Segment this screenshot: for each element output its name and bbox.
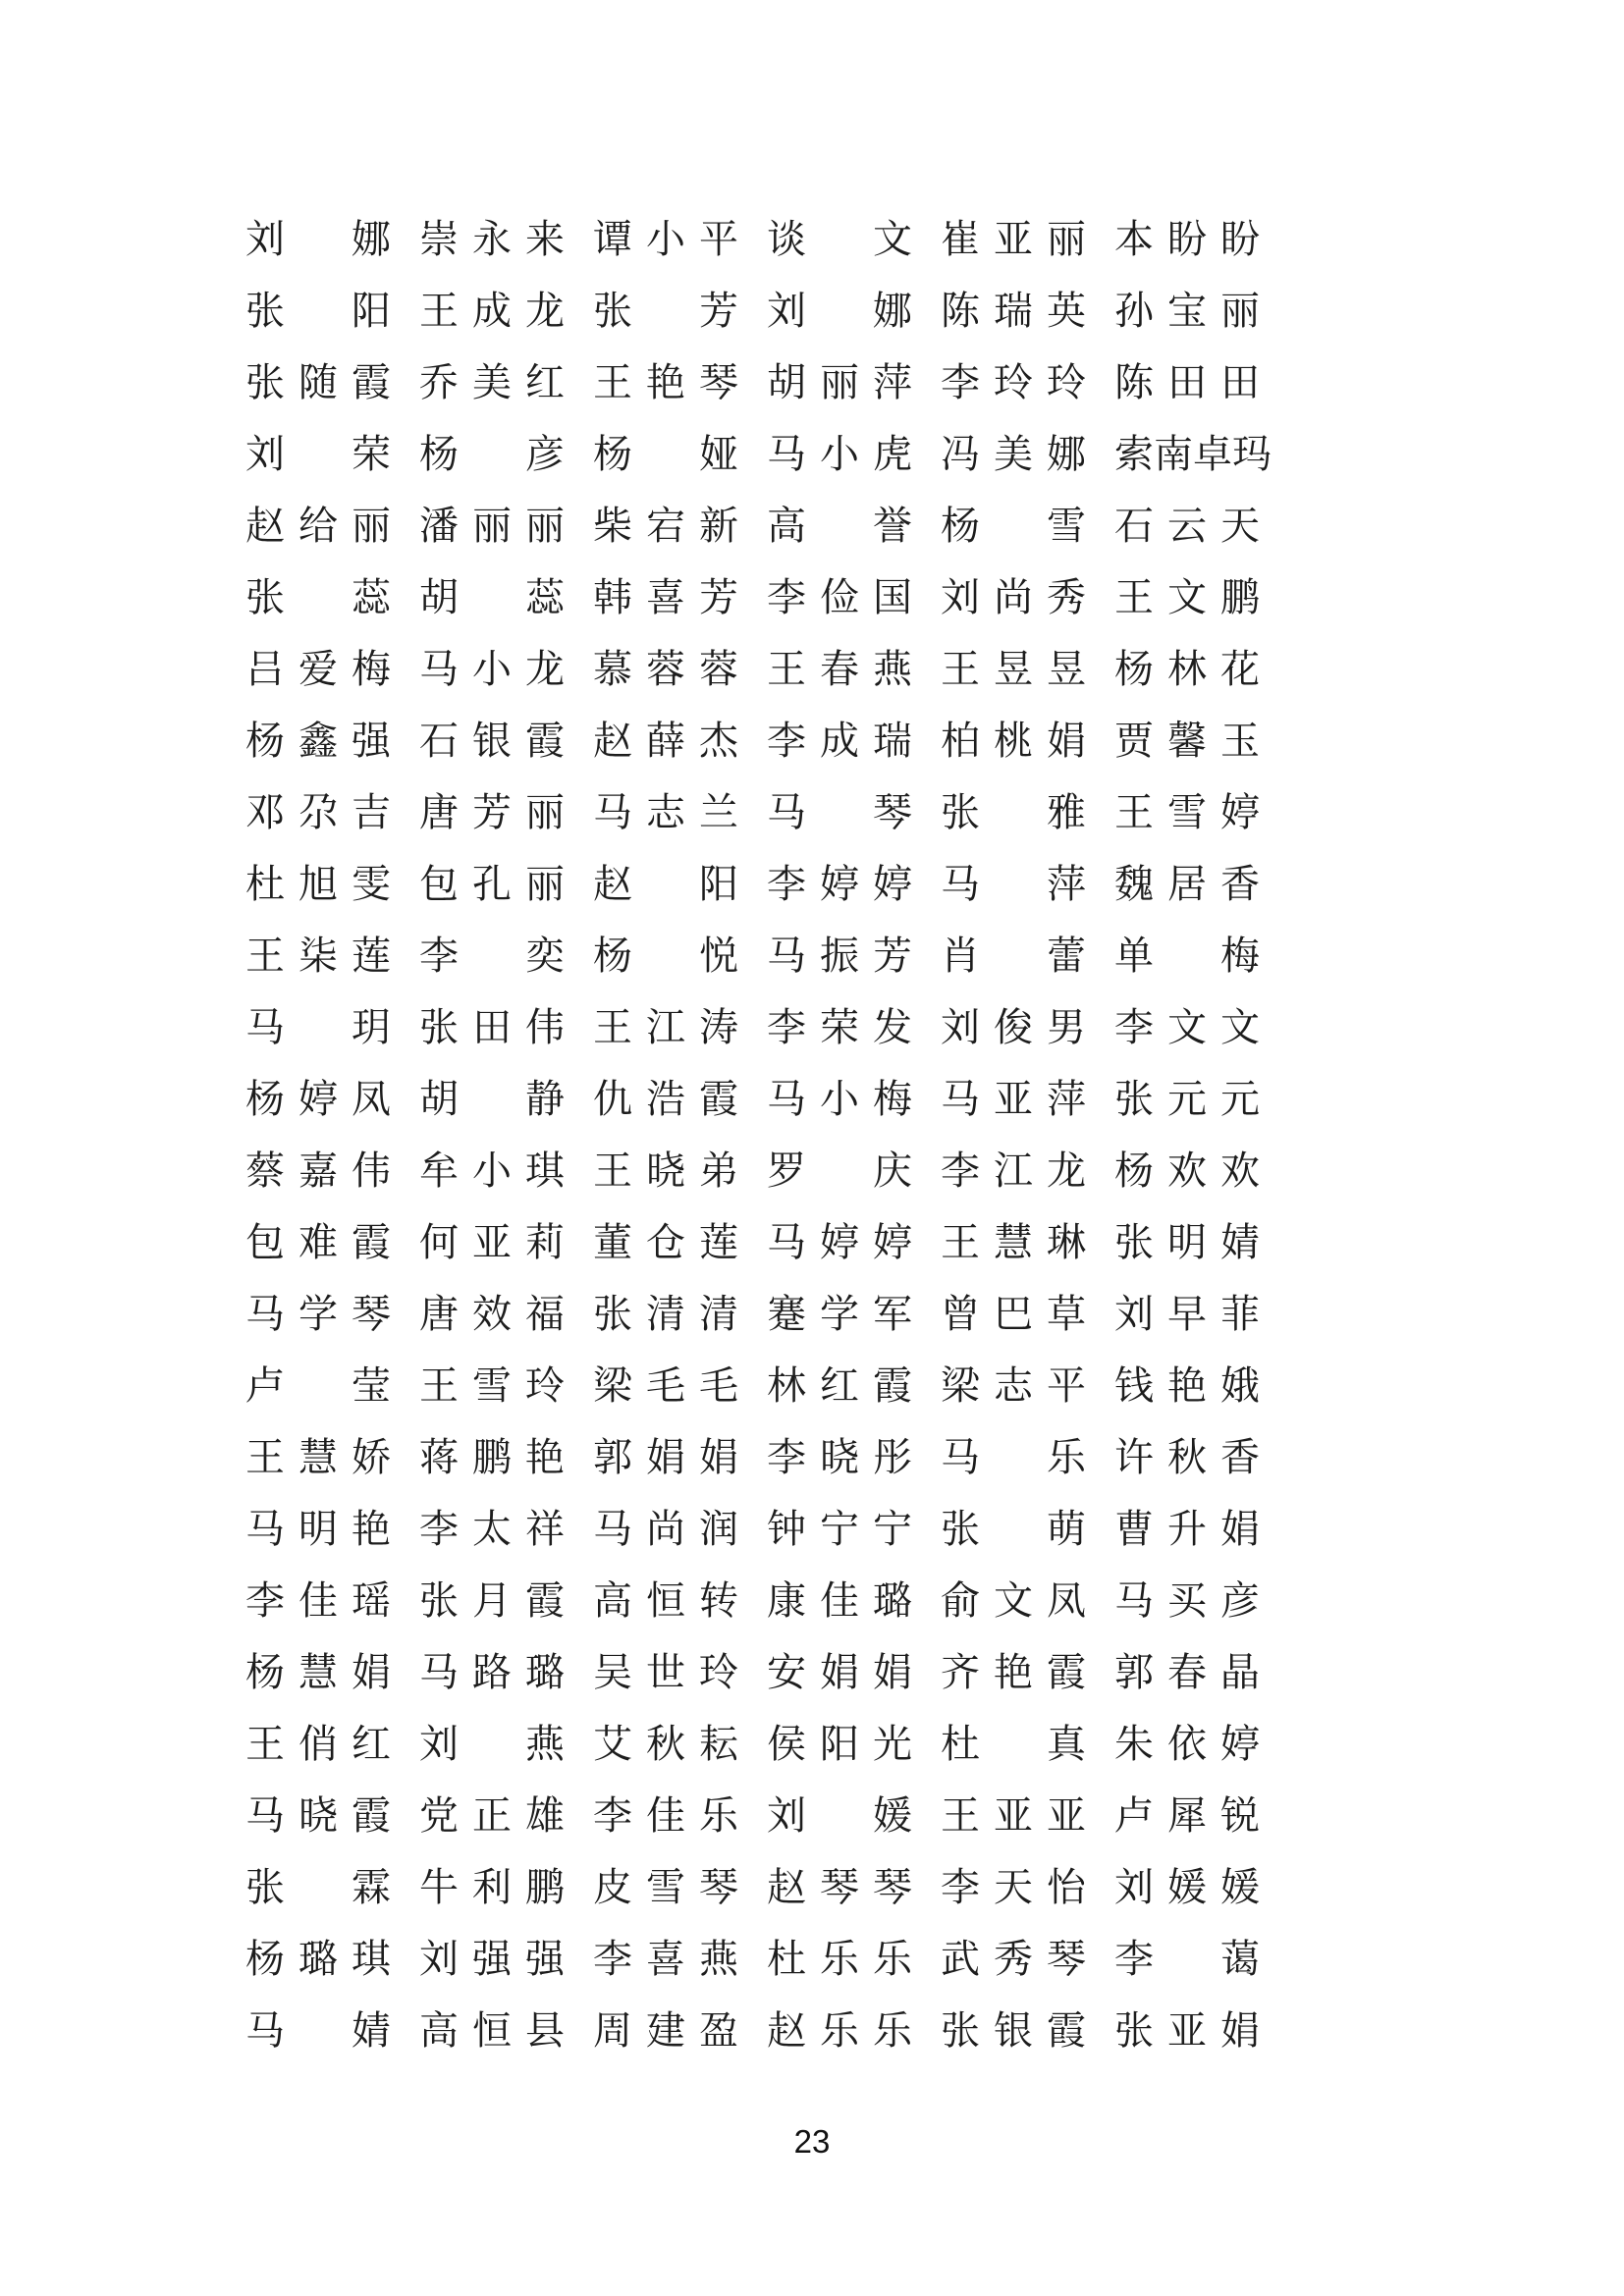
person-name: 张萌 (941, 1506, 1086, 1551)
person-name: 马玥 (245, 1004, 391, 1049)
person-name: 郭春晶 (1114, 1649, 1260, 1694)
person-name: 张明婧 (1114, 1219, 1260, 1264)
person-name: 魏居香 (1114, 861, 1260, 906)
person-name: 杜真 (941, 1721, 1086, 1766)
person-name: 李蔼 (1114, 1936, 1260, 1981)
person-name: 胡蕊 (419, 574, 565, 619)
person-name: 杨婷凤 (245, 1076, 391, 1121)
person-name: 俞文凤 (941, 1577, 1086, 1623)
person-name: 王春燕 (767, 646, 912, 691)
person-name: 张田伟 (419, 1004, 565, 1049)
person-name: 刘娜 (767, 288, 912, 333)
person-name: 刘媛 (767, 1792, 912, 1838)
person-name: 杨鑫强 (245, 718, 391, 763)
person-name: 侯阳光 (767, 1721, 912, 1766)
person-name: 杜乐乐 (767, 1936, 912, 1981)
person-name: 包难霞 (245, 1219, 391, 1264)
person-name: 王艳琴 (593, 359, 738, 404)
person-name: 马小虎 (767, 431, 912, 476)
person-name: 仇浩霞 (593, 1076, 738, 1121)
person-name: 董仓莲 (593, 1219, 738, 1264)
person-name: 唐芳丽 (419, 789, 565, 834)
person-name: 马萍 (941, 861, 1086, 906)
person-name: 崇永来 (419, 216, 565, 261)
person-name: 陈瑞英 (941, 288, 1086, 333)
person-name: 李天怡 (941, 1864, 1086, 1909)
person-name: 蒋鹏艳 (419, 1434, 565, 1479)
person-name: 曹升娟 (1114, 1506, 1260, 1551)
person-name: 马学琴 (245, 1291, 391, 1336)
person-name: 艾秋耘 (593, 1721, 738, 1766)
person-name: 杨林花 (1114, 646, 1260, 691)
person-name: 高誉 (767, 503, 912, 548)
person-name: 陈田田 (1114, 359, 1260, 404)
person-name: 郭娟娟 (593, 1434, 738, 1479)
person-name: 王慧琳 (941, 1219, 1086, 1264)
person-name: 马振芳 (767, 933, 912, 978)
person-name: 李成瑞 (767, 718, 912, 763)
person-name: 张雅 (941, 789, 1086, 834)
person-name: 高恒县 (419, 2007, 565, 2053)
person-name: 马婧 (245, 2007, 391, 2053)
person-name: 皮雪琴 (593, 1864, 738, 1909)
person-name: 曾巴草 (941, 1291, 1086, 1336)
person-name: 柴宕新 (593, 503, 738, 548)
person-name: 胡丽萍 (767, 359, 912, 404)
person-name: 吕爱梅 (245, 646, 391, 691)
person-name: 张阳 (245, 288, 391, 333)
person-name: 赵阳 (593, 861, 738, 906)
person-name: 谭小平 (593, 216, 738, 261)
person-name: 张银霞 (941, 2007, 1086, 2053)
person-name: 李婷婷 (767, 861, 912, 906)
person-name: 马志兰 (593, 789, 738, 834)
person-name: 党正雄 (419, 1792, 565, 1838)
person-name: 马亚萍 (941, 1076, 1086, 1121)
person-name: 胡静 (419, 1076, 565, 1121)
person-name: 张蕊 (245, 574, 391, 619)
person-name: 本盼盼 (1114, 216, 1260, 261)
person-name: 周建盈 (593, 2007, 738, 2053)
person-name: 高恒转 (593, 1577, 738, 1623)
person-name: 马琴 (767, 789, 912, 834)
person-name: 赵乐乐 (767, 2007, 912, 2053)
person-name: 李奕 (419, 933, 565, 978)
person-name: 赵薛杰 (593, 718, 738, 763)
person-name: 钱艳娥 (1114, 1362, 1260, 1408)
person-name: 马小龙 (419, 646, 565, 691)
person-name: 石银霞 (419, 718, 565, 763)
person-name: 王晓弟 (593, 1148, 738, 1193)
person-name: 杨慧娟 (245, 1649, 391, 1694)
person-name: 梁毛毛 (593, 1362, 738, 1408)
person-name: 王雪婷 (1114, 789, 1260, 834)
person-name: 张亚娟 (1114, 2007, 1260, 2053)
person-name: 杨雪 (941, 503, 1086, 548)
person-name: 李佳瑶 (245, 1577, 391, 1623)
person-name: 李文文 (1114, 1004, 1260, 1049)
person-name: 杨彦 (419, 431, 565, 476)
person-name: 马买彦 (1114, 1577, 1260, 1623)
page-number: 23 (793, 2123, 831, 2160)
person-name: 索南卓玛 (1114, 431, 1272, 476)
person-name: 马明艳 (245, 1506, 391, 1551)
person-name: 李玲玲 (941, 359, 1086, 404)
person-name: 潘丽丽 (419, 503, 565, 548)
person-name: 李荣发 (767, 1004, 912, 1049)
person-name: 卢莹 (245, 1362, 391, 1408)
person-name: 刘俊男 (941, 1004, 1086, 1049)
person-name: 杨璐琪 (245, 1936, 391, 1981)
person-name: 马乐 (941, 1434, 1086, 1479)
person-name: 赵给丽 (245, 503, 391, 548)
person-name: 刘早菲 (1114, 1291, 1260, 1336)
person-name: 张元元 (1114, 1076, 1260, 1121)
person-name: 李佳乐 (593, 1792, 738, 1838)
person-name: 张月霞 (419, 1577, 565, 1623)
person-name: 乔美红 (419, 359, 565, 404)
person-name: 王亚亚 (941, 1792, 1086, 1838)
person-name: 朱依婷 (1114, 1721, 1260, 1766)
person-name: 马婷婷 (767, 1219, 912, 1264)
person-name: 柏桃娟 (941, 718, 1086, 763)
person-name: 王昱昱 (941, 646, 1086, 691)
person-name: 肖蕾 (941, 933, 1086, 978)
person-name: 刘荣 (245, 431, 391, 476)
person-name: 林红霞 (767, 1362, 912, 1408)
person-name: 杨悦 (593, 933, 738, 978)
person-name: 李俭国 (767, 574, 912, 619)
person-name: 唐效福 (419, 1291, 565, 1336)
person-name: 孙宝丽 (1114, 288, 1260, 333)
person-name: 卢犀锐 (1114, 1792, 1260, 1838)
person-name: 张芳 (593, 288, 738, 333)
person-name: 王慧娇 (245, 1434, 391, 1479)
person-name: 何亚莉 (419, 1219, 565, 1264)
person-name: 慕蓉蓉 (593, 646, 738, 691)
person-name: 梁志平 (941, 1362, 1086, 1408)
person-name: 李太祥 (419, 1506, 565, 1551)
person-name: 吴世玲 (593, 1649, 738, 1694)
person-name: 王文鹏 (1114, 574, 1260, 619)
person-name: 武秀琴 (941, 1936, 1086, 1981)
person-name: 谈文 (767, 216, 912, 261)
person-name: 韩喜芳 (593, 574, 738, 619)
person-name: 赵琴琴 (767, 1864, 912, 1909)
person-name: 刘媛媛 (1114, 1864, 1260, 1909)
person-name: 张清清 (593, 1291, 738, 1336)
person-name: 牟小琪 (419, 1148, 565, 1193)
person-name: 张霖 (245, 1864, 391, 1909)
person-name: 马晓霞 (245, 1792, 391, 1838)
person-name: 杜旭雯 (245, 861, 391, 906)
person-name: 王俏红 (245, 1721, 391, 1766)
person-name: 齐艳霞 (941, 1649, 1086, 1694)
person-name: 刘尚秀 (941, 574, 1086, 619)
person-name: 贾馨玉 (1114, 718, 1260, 763)
person-name: 马路璐 (419, 1649, 565, 1694)
person-name: 刘娜 (245, 216, 391, 261)
person-name: 马尚润 (593, 1506, 738, 1551)
person-name: 石云天 (1114, 503, 1260, 548)
person-name: 罗庆 (767, 1148, 912, 1193)
person-name: 刘燕 (419, 1721, 565, 1766)
person-name: 王江涛 (593, 1004, 738, 1049)
person-name: 刘强强 (419, 1936, 565, 1981)
person-name: 康佳璐 (767, 1577, 912, 1623)
person-name: 王雪玲 (419, 1362, 565, 1408)
person-name: 张随霞 (245, 359, 391, 404)
person-name: 蹇学军 (767, 1291, 912, 1336)
person-name: 李喜燕 (593, 1936, 738, 1981)
person-name: 王柒莲 (245, 933, 391, 978)
person-name: 崔亚丽 (941, 216, 1086, 261)
person-name: 牛利鹏 (419, 1864, 565, 1909)
person-name: 安娟娟 (767, 1649, 912, 1694)
person-name: 杨欢欢 (1114, 1148, 1260, 1193)
names-grid (245, 203, 1272, 2066)
person-name: 王成龙 (419, 288, 565, 333)
person-name: 钟宁宁 (767, 1506, 912, 1551)
person-name: 李晓彤 (767, 1434, 912, 1479)
person-name: 邓尕吉 (245, 789, 391, 834)
person-name: 冯美娜 (941, 431, 1086, 476)
person-name: 杨娅 (593, 431, 738, 476)
person-name: 马小梅 (767, 1076, 912, 1121)
person-name: 李江龙 (941, 1148, 1086, 1193)
person-name: 许秋香 (1114, 1434, 1260, 1479)
person-name: 蔡嘉伟 (245, 1148, 391, 1193)
person-name: 单梅 (1114, 933, 1260, 978)
person-name: 包孔丽 (419, 861, 565, 906)
